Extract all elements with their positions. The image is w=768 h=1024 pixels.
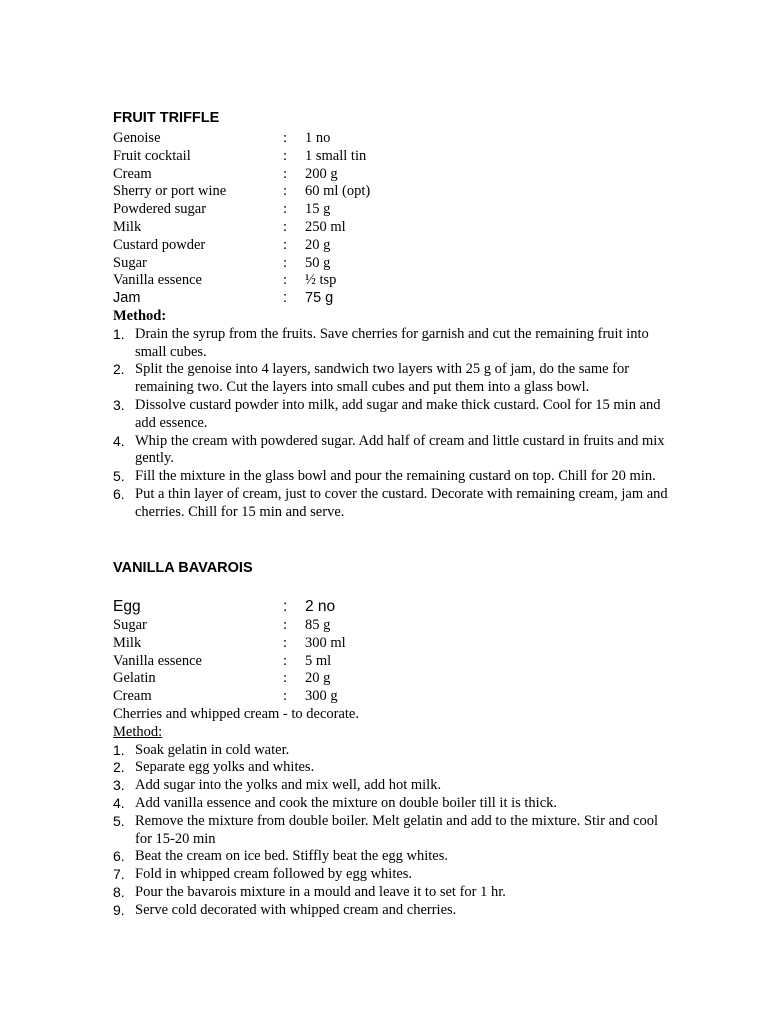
step-text: Separate egg yolks and whites. [135,759,315,776]
step-number: 4. [113,794,125,811]
decorate-note: Cherries and whipped cream - to decorate. [113,705,359,722]
step-number: 3. [113,396,125,413]
ingredient-name: Jam [113,290,141,307]
step-number: 4. [113,432,125,449]
ingredient-row [113,166,673,184]
step-text: Remove the mixture from double boiler. Melt gelatin and add to the mixture. Stir and cool for 15-20 min [135,812,659,847]
ingredient-quantity: 1 small tin [305,147,367,164]
method-heading: Method: [113,723,163,740]
ingredient-separator: : [283,617,288,633]
step-number: 9. [113,901,125,918]
step-number: 2. [113,361,125,378]
ingredient-separator: : [283,670,288,687]
vanilla-bavarois-section [113,559,673,920]
ingredient-separator: : [283,598,288,615]
ingredient-separator: : [283,183,288,200]
ingredient-separator: : [283,272,288,289]
ingredient-name: Sherry or port wine [113,183,227,200]
step-number: 5. [113,468,125,485]
step-text: Serve cold decorated with whipped cream and cherries. [135,901,457,918]
ingredient-quantity: 85 g [305,617,331,633]
step-text: Fill the mixture in the glass bowl and pour the remaining custard on top. Chill for 20 min. [135,468,656,485]
fruit-triffle-title: FRUIT TRIFFLE [113,110,220,126]
method-step [113,884,673,902]
ingredient-separator: : [283,165,288,182]
step-number: 5. [113,812,125,829]
vanilla-bavarois-ingredients [113,596,673,706]
step-number: 1. [113,325,125,342]
step-number: 7. [113,866,125,883]
ingredient-name: Vanilla essence [113,272,202,289]
ingredient-row [113,255,673,273]
ingredient-quantity: 1 no [305,130,331,146]
method-step [113,433,673,469]
ingredient-row [113,219,673,237]
step-number: 6. [113,848,125,865]
ingredient-row [113,596,673,617]
step-text: Soak gelatin in cold water. [135,741,290,758]
ingredient-row [113,290,673,308]
method-step [113,813,673,849]
vanilla-bavarois-title: VANILLA BAVAROIS [113,560,253,576]
step-text: Whip the cream with powdered sugar. Add half of cream and little custard in fruits and mix gently. [135,432,665,467]
ingredient-name: Genoise [113,130,161,146]
ingredient-quantity: 200 g [305,165,338,182]
step-text: Fold in whipped cream followed by egg whites. [135,866,413,883]
step-number: 8. [113,883,125,900]
ingredient-quantity: 20 g [305,670,331,687]
ingredient-separator: : [283,290,288,307]
method-step [113,742,673,760]
ingredient-quantity: 20 g [305,236,331,253]
ingredient-separator: : [283,130,288,146]
step-text: Pour the bavarois mixture in a mould and leave it to set for 1 hr. [135,883,506,900]
ingredient-name: Egg [113,598,141,615]
step-text: Drain the syrup from the fruits. Save cherries for garnish and cut the remaining fruit into small cubes. [135,325,649,360]
step-text: Dissolve custard powder into milk, add sugar and make thick custard. Cool for 15 min and add essence. [135,396,661,431]
method-step [113,902,673,920]
fruit-triffle-section [113,109,673,522]
step-text: Add sugar into the yolks and mix well, add hot milk. [135,777,442,794]
ingredient-separator: : [283,652,288,669]
ingredient-separator: : [283,218,288,235]
step-number: 1. [113,741,125,758]
ingredient-row [113,130,673,148]
ingredient-name: Gelatin [113,670,156,687]
ingredient-name: Sugar [113,254,147,271]
ingredient-quantity: ½ tsp [305,272,337,289]
ingredient-row [113,635,673,653]
step-text: Split the genoise into 4 layers, sandwich two layers with 25 g of jam, do the same for remaining two. Cut the layers into small cubes and put them into a glass bowl. [135,361,630,396]
ingredient-row [113,688,673,706]
ingredient-name: Cream [113,688,152,705]
ingredient-name: Fruit cocktail [113,147,191,164]
ingredient-quantity: 60 ml (opt) [305,183,371,200]
ingredient-name: Powdered sugar [113,201,207,218]
ingredient-separator: : [283,634,288,651]
ingredient-quantity: 2 no [305,598,336,615]
method-step [113,777,673,795]
ingredient-quantity: 300 g [305,688,338,705]
step-number: 2. [113,759,125,776]
fruit-triffle-method-steps [113,326,673,522]
method-step [113,468,673,486]
ingredient-quantity: 300 ml [305,634,346,651]
ingredient-separator: : [283,147,288,164]
vanilla-bavarois-method-steps [113,742,673,920]
method-step [113,326,673,362]
ingredient-separator: : [283,688,288,705]
ingredient-name: Custard powder [113,236,206,253]
ingredient-row [113,201,673,219]
ingredient-quantity: 50 g [305,254,331,271]
ingredient-quantity: 5 ml [305,652,332,669]
ingredient-name: Milk [113,634,142,651]
method-step [113,397,673,433]
step-number: 6. [113,485,125,502]
ingredient-quantity: 75 g [305,290,334,307]
ingredient-name: Cream [113,165,152,182]
ingredient-row [113,670,673,688]
method-step [113,486,673,522]
ingredient-separator: : [283,201,288,218]
step-text: Add vanilla essence and cook the mixture on double boiler till it is thick. [135,794,558,811]
ingredient-separator: : [283,236,288,253]
method-heading: Method: [113,307,167,324]
ingredient-name: Vanilla essence [113,652,202,669]
ingredient-name: Milk [113,218,142,235]
method-step [113,795,673,813]
step-number: 3. [113,777,125,794]
ingredient-row [113,617,673,635]
ingredient-row [113,272,673,290]
method-step [113,848,673,866]
ingredient-row [113,653,673,671]
ingredient-separator: : [283,254,288,271]
ingredient-quantity: 15 g [305,201,331,218]
ingredient-quantity: 250 ml [305,218,346,235]
ingredient-row [113,183,673,201]
ingredient-name: Sugar [113,617,147,633]
method-step [113,866,673,884]
step-text: Put a thin layer of cream, just to cover the custard. Decorate with remaining cream, jam and cherries. Chill for 15 min and serve. [135,485,668,520]
step-text: Beat the cream on ice bed. Stiffly beat the egg whites. [135,848,448,865]
fruit-triffle-ingredients [113,130,673,308]
ingredient-row [113,237,673,255]
ingredient-row [113,148,673,166]
method-step [113,759,673,777]
method-step [113,361,673,397]
